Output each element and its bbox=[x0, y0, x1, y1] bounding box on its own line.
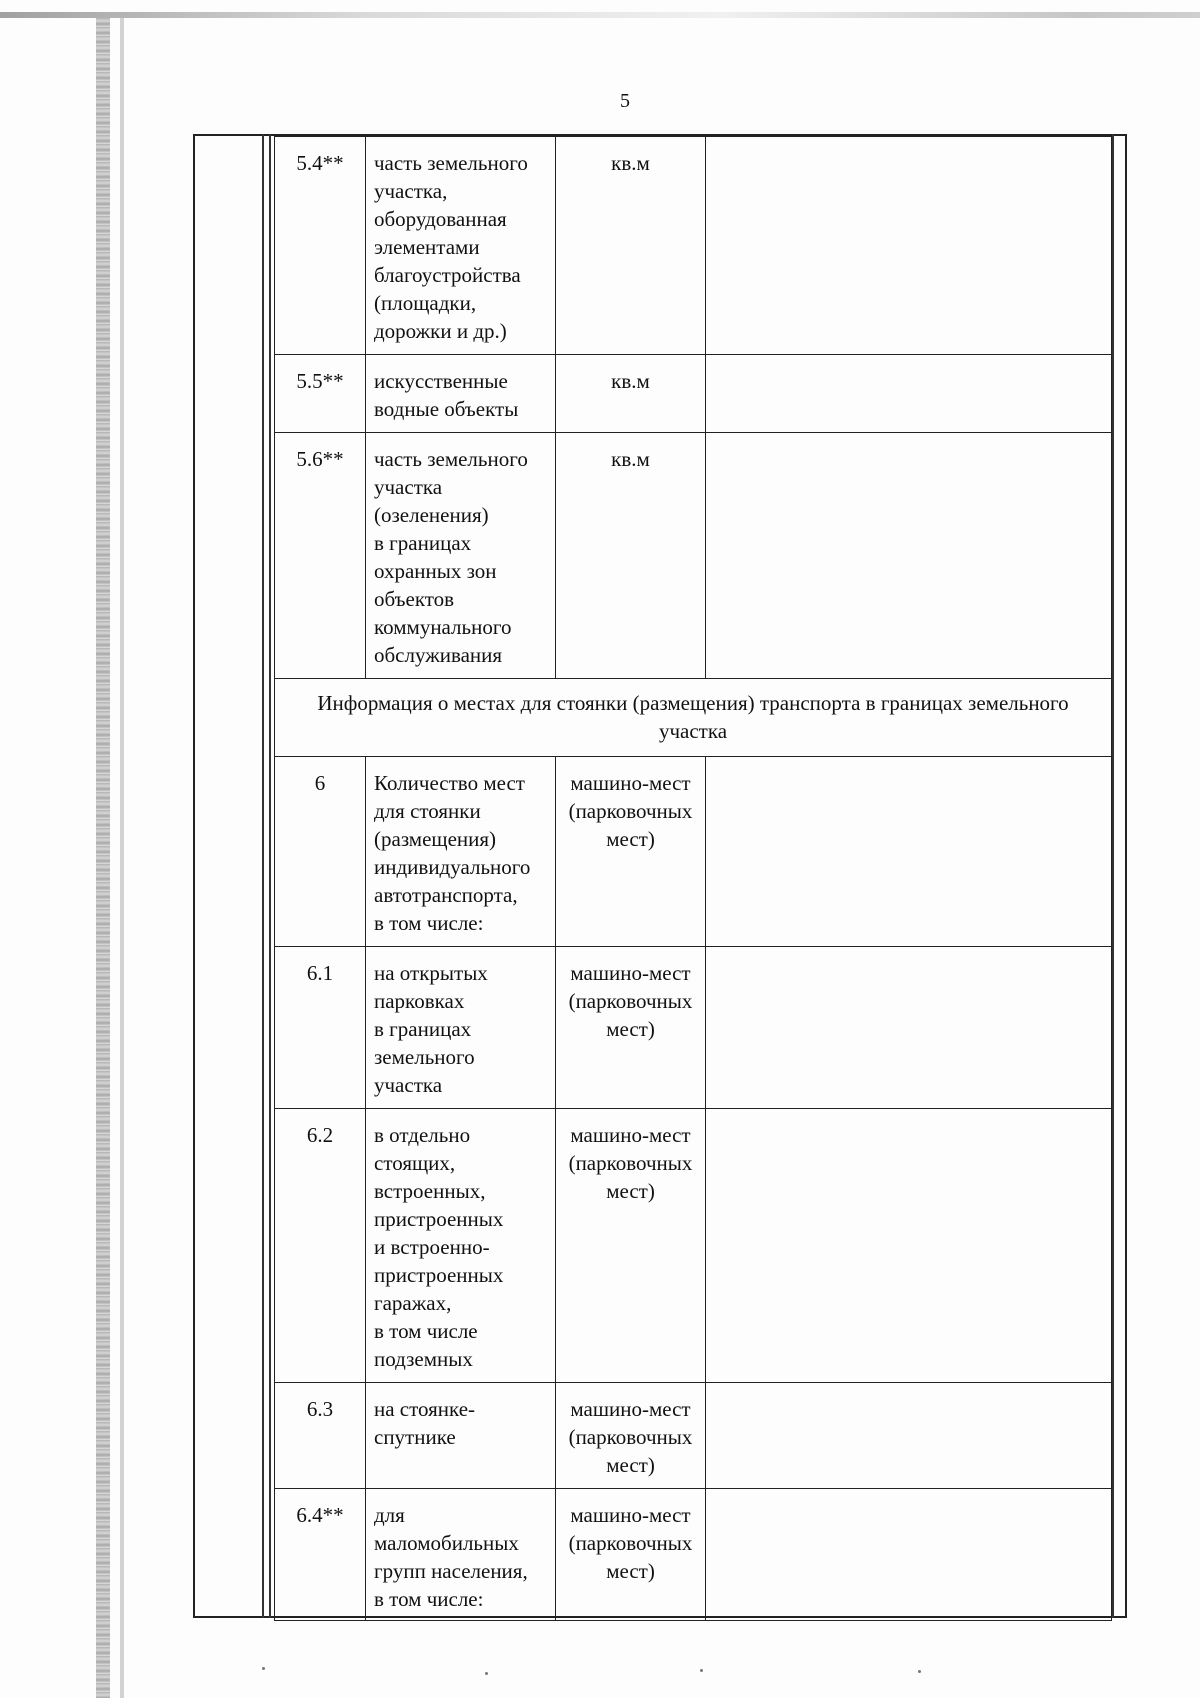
data-table bbox=[274, 136, 1112, 1621]
row-unit: кв.м bbox=[556, 137, 706, 355]
scan-edge-left-inner bbox=[120, 18, 124, 1698]
row-number: 6.2 bbox=[275, 1109, 366, 1383]
row-number: 5.6** bbox=[275, 433, 366, 679]
scan-edge-top bbox=[0, 12, 1200, 18]
row-number: 6.1 bbox=[275, 947, 366, 1109]
row-name: для маломобильных групп населения, в том числе: bbox=[366, 1489, 556, 1621]
row-name: на открытых парковках в границах земельного участка bbox=[366, 947, 556, 1109]
row-name: Количество мест для стоянки (размещения) индивидуального автотранспорта, в том числе: bbox=[366, 757, 556, 947]
table-right-rule bbox=[1112, 134, 1114, 1618]
table-row bbox=[275, 1109, 1112, 1383]
scan-speck bbox=[485, 1672, 488, 1675]
table-row bbox=[275, 355, 1112, 433]
row-value bbox=[706, 1489, 1112, 1621]
row-name: искусственные водные объекты bbox=[366, 355, 556, 433]
table-row bbox=[275, 1489, 1112, 1621]
row-unit: кв.м bbox=[556, 433, 706, 679]
scan-edge-left bbox=[96, 18, 110, 1698]
row-number: 5.5** bbox=[275, 355, 366, 433]
scan-speck bbox=[700, 1669, 703, 1672]
row-value bbox=[706, 757, 1112, 947]
row-unit: кв.м bbox=[556, 355, 706, 433]
row-unit: машино-мест (парковочных мест) bbox=[556, 1109, 706, 1383]
table-body bbox=[275, 137, 1112, 1621]
row-value bbox=[706, 1109, 1112, 1383]
row-number: 6 bbox=[275, 757, 366, 947]
row-name: часть земельного участка (озеленения) в границах охранных зон объектов коммунального обслуживания bbox=[366, 433, 556, 679]
scan-speck bbox=[918, 1670, 921, 1673]
row-value bbox=[706, 355, 1112, 433]
row-unit: машино-мест (парковочных мест) bbox=[556, 1383, 706, 1489]
row-number: 6.3 bbox=[275, 1383, 366, 1489]
row-unit: машино-мест (парковочных мест) bbox=[556, 1489, 706, 1621]
table-row bbox=[275, 1383, 1112, 1489]
row-number: 5.4** bbox=[275, 137, 366, 355]
row-value bbox=[706, 433, 1112, 679]
row-name: на стоянке- спутнике bbox=[366, 1383, 556, 1489]
section-title: Информация о местах для стоянки (размещения) транспорта в границах земельного участка bbox=[275, 679, 1112, 757]
row-number: 6.4** bbox=[275, 1489, 366, 1621]
table-row bbox=[275, 433, 1112, 679]
row-unit: машино-мест (парковочных мест) bbox=[556, 947, 706, 1109]
row-name: часть земельного участка, оборудованная элементами благоустройства (площадки, дорожки и др.) bbox=[366, 137, 556, 355]
row-unit: машино-мест (парковочных мест) bbox=[556, 757, 706, 947]
page-number: 5 bbox=[620, 90, 630, 112]
table-row bbox=[275, 757, 1112, 947]
table-row bbox=[275, 137, 1112, 355]
row-name: в отдельно стоящих, встроенных, пристроенных и встроенно- пристроенных гаражах, в том числе подземных bbox=[366, 1109, 556, 1383]
table-left-rule-inner bbox=[269, 134, 271, 1618]
row-value bbox=[706, 947, 1112, 1109]
table-left-rule bbox=[262, 134, 264, 1618]
section-header-row bbox=[275, 679, 1112, 757]
table-row bbox=[275, 947, 1112, 1109]
scan-speck bbox=[262, 1667, 265, 1670]
row-value bbox=[706, 137, 1112, 355]
row-value bbox=[706, 1383, 1112, 1489]
